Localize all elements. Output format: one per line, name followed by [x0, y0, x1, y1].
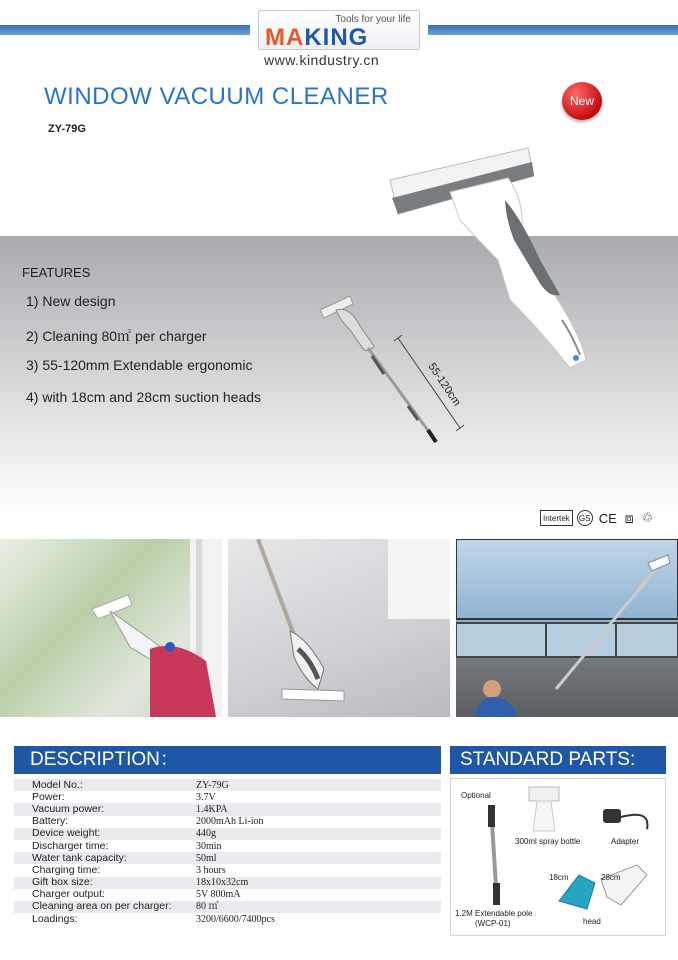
intertek-icon: Intertek — [540, 510, 573, 526]
spec-value: 30min — [182, 840, 441, 852]
ce-mark-icon: CE — [598, 510, 617, 526]
table-row — [14, 840, 441, 852]
model-number: ZY-79G — [48, 123, 86, 135]
table-row — [14, 803, 441, 815]
pole-code-label: (WCP-01) — [475, 919, 511, 928]
features-label: FEATURES — [22, 265, 91, 280]
spec-key: Cleaning area on per charger: — [14, 901, 182, 913]
table-row — [14, 889, 441, 901]
photo-high-window-cleaning-illustration — [456, 539, 678, 717]
spec-key: Charging time: — [14, 864, 182, 876]
suction-head-28cm-icon — [601, 865, 647, 905]
adapter-label: Adapter — [611, 837, 640, 846]
page-title: WINDOW VACUUM CLEANER — [44, 83, 389, 110]
new-badge: New — [562, 82, 602, 120]
pole-label: 1.2M Extendable pole — [455, 909, 533, 918]
table-row — [14, 828, 441, 840]
spec-value: 3.7V — [182, 791, 441, 803]
photo-window-cleaning — [0, 539, 222, 717]
spec-key: Model No.: — [14, 779, 182, 791]
logo-part-1: MA — [265, 24, 305, 51]
spec-key: Discharger time: — [14, 840, 182, 852]
spec-value: ZY-79G — [182, 779, 441, 791]
rohs-icon: ♲ — [641, 510, 654, 525]
standard-parts-panel — [450, 778, 666, 936]
brand-tagline: Tools for your life — [335, 14, 411, 25]
spec-key: Water tank capacity: — [14, 852, 182, 864]
spec-value: 50ml — [182, 852, 441, 864]
spec-value: 18x10x32cm — [182, 877, 441, 889]
table-row — [14, 852, 441, 864]
table-row — [14, 791, 441, 803]
table-row — [14, 901, 441, 913]
spec-table — [14, 779, 441, 925]
feature-item-3: 3) 55-120mm Extendable ergonomic — [26, 357, 253, 373]
spec-key: Vacuum power: — [14, 803, 182, 815]
feature-item-1: 1) New design — [26, 293, 116, 309]
spec-value: 5V 800mA — [182, 889, 441, 901]
brand-wordmark — [265, 24, 368, 52]
head-label: head — [583, 917, 601, 926]
window-vacuum-large-icon — [390, 148, 586, 368]
spec-key: Gift box size: — [14, 877, 182, 889]
description-heading: DESCRIPTION： — [14, 746, 441, 774]
photo-window-cleaning-illustration — [0, 539, 222, 717]
gs-mark-icon: GS — [577, 510, 593, 526]
window-vacuum-pole-icon — [320, 296, 436, 442]
website-url[interactable]: www.kindustry.cn — [264, 52, 380, 68]
certification-row — [540, 510, 655, 526]
dimension-label: 55-120cm — [425, 360, 463, 409]
class-two-icon: ⧈ — [624, 509, 634, 526]
logo-part-2: KING — [304, 24, 369, 51]
adapter-icon — [603, 809, 647, 829]
photo-floor-cleaning — [228, 539, 450, 717]
feature-item-4: 4) with 18cm and 28cm suction heads — [26, 389, 262, 405]
spec-key: Device weight: — [14, 828, 182, 840]
head-28cm-label: 28cm — [601, 873, 621, 882]
header-stripe-left — [0, 25, 250, 35]
spec-value: 3 hours — [182, 864, 441, 876]
photo-high-window-cleaning — [456, 539, 678, 717]
spec-key: Power: — [14, 791, 182, 803]
spec-value: 3200/6600/7400pcs — [182, 913, 441, 925]
spec-key: Charger output: — [14, 889, 182, 901]
optional-label: Optional — [461, 791, 491, 800]
table-row — [14, 913, 441, 925]
product-illustration — [300, 130, 630, 460]
spec-key: Battery: — [14, 816, 182, 828]
spec-value: 2000mAh Li-ion — [182, 816, 441, 828]
table-row — [14, 877, 441, 889]
standard-parts-heading: STANDARD PARTS: — [450, 746, 666, 774]
head-18cm-label: 18cm — [549, 873, 569, 882]
spray-bottle-icon — [529, 787, 559, 831]
feature-item-2: 2) Cleaning 80㎡ per charger — [26, 328, 207, 344]
spec-value: 1.4KPA — [182, 803, 441, 815]
spec-value: 440g — [182, 828, 441, 840]
spec-key: Loadings: — [14, 913, 182, 925]
spray-bottle-label: 300ml spray bottle — [515, 837, 581, 846]
table-row — [14, 779, 441, 791]
table-row — [14, 864, 441, 876]
spec-value: 80 ㎡ — [182, 901, 441, 913]
photo-floor-cleaning-illustration — [228, 539, 450, 717]
brand-logo — [258, 10, 420, 50]
header-stripe-right — [428, 25, 678, 35]
table-row — [14, 816, 441, 828]
